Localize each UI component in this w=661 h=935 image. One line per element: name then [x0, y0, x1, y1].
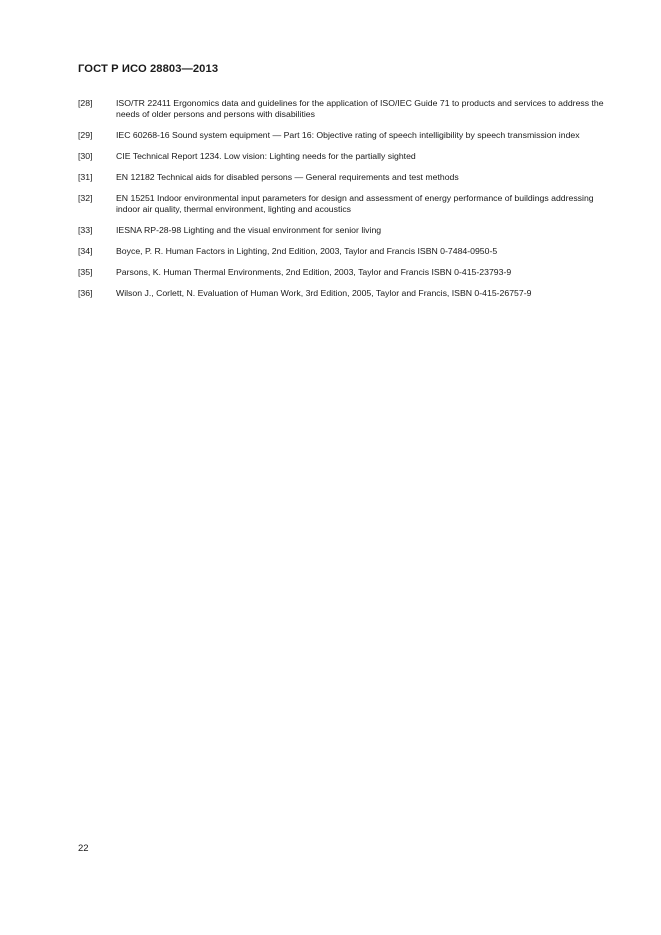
reference-item	[78, 151, 618, 162]
reference-number: [36]	[78, 288, 93, 299]
page-number: 22	[78, 843, 89, 854]
reference-item	[78, 193, 618, 216]
document-header: ГОСТ Р ИСО 28803—2013	[78, 63, 219, 75]
reference-item	[78, 172, 618, 183]
reference-text: EN 12182 Technical aids for disabled persons — General requirements and test methods	[116, 172, 459, 183]
reference-number: [35]	[78, 267, 93, 278]
reference-item	[78, 246, 618, 257]
reference-number: [29]	[78, 130, 93, 141]
reference-text: IESNA RP-28-98 Lighting and the visual environment for senior living	[116, 225, 382, 236]
reference-number: [34]	[78, 246, 93, 257]
reference-item	[78, 225, 618, 236]
reference-item	[78, 130, 618, 141]
reference-number: [30]	[78, 151, 93, 162]
reference-number: [33]	[78, 225, 93, 236]
reference-text: Boyce, P. R. Human Factors in Lighting, 2nd Edition, 2003, Taylor and Francis ISBN 0-7484-0950-5	[116, 246, 498, 257]
reference-text: EN 15251 Indoor environmental input parameters for design and assessment of energy performance of buildings addressing indoor air quality, thermal environment, lighting and acoustics	[116, 193, 594, 215]
reference-text: Parsons, K. Human Thermal Environments, 2nd Edition, 2003, Taylor and Francis ISBN 0-415-23793-9	[116, 267, 512, 278]
reference-text: Wilson J., Corlett, N. Evaluation of Human Work, 3rd Edition, 2005, Taylor and Francis, ISBN 0-415-26757-9	[116, 288, 532, 299]
reference-item	[78, 288, 618, 299]
reference-text: ISO/TR 22411 Ergonomics data and guidelines for the application of ISO/IEC Guide 71 to products and services to address the needs of older persons and persons with disabilities	[116, 98, 604, 120]
bibliography-list	[78, 98, 618, 309]
reference-item	[78, 98, 618, 121]
reference-item	[78, 267, 618, 278]
reference-number: [31]	[78, 172, 93, 183]
reference-number: [32]	[78, 193, 93, 204]
reference-text: IEC 60268-16 Sound system equipment — Part 16: Objective rating of speech intelligibility by speech transmission index	[116, 130, 580, 141]
reference-text: CIE Technical Report 1234. Low vision: Lighting needs for the partially sighted	[116, 151, 416, 162]
reference-number: [28]	[78, 98, 93, 108]
